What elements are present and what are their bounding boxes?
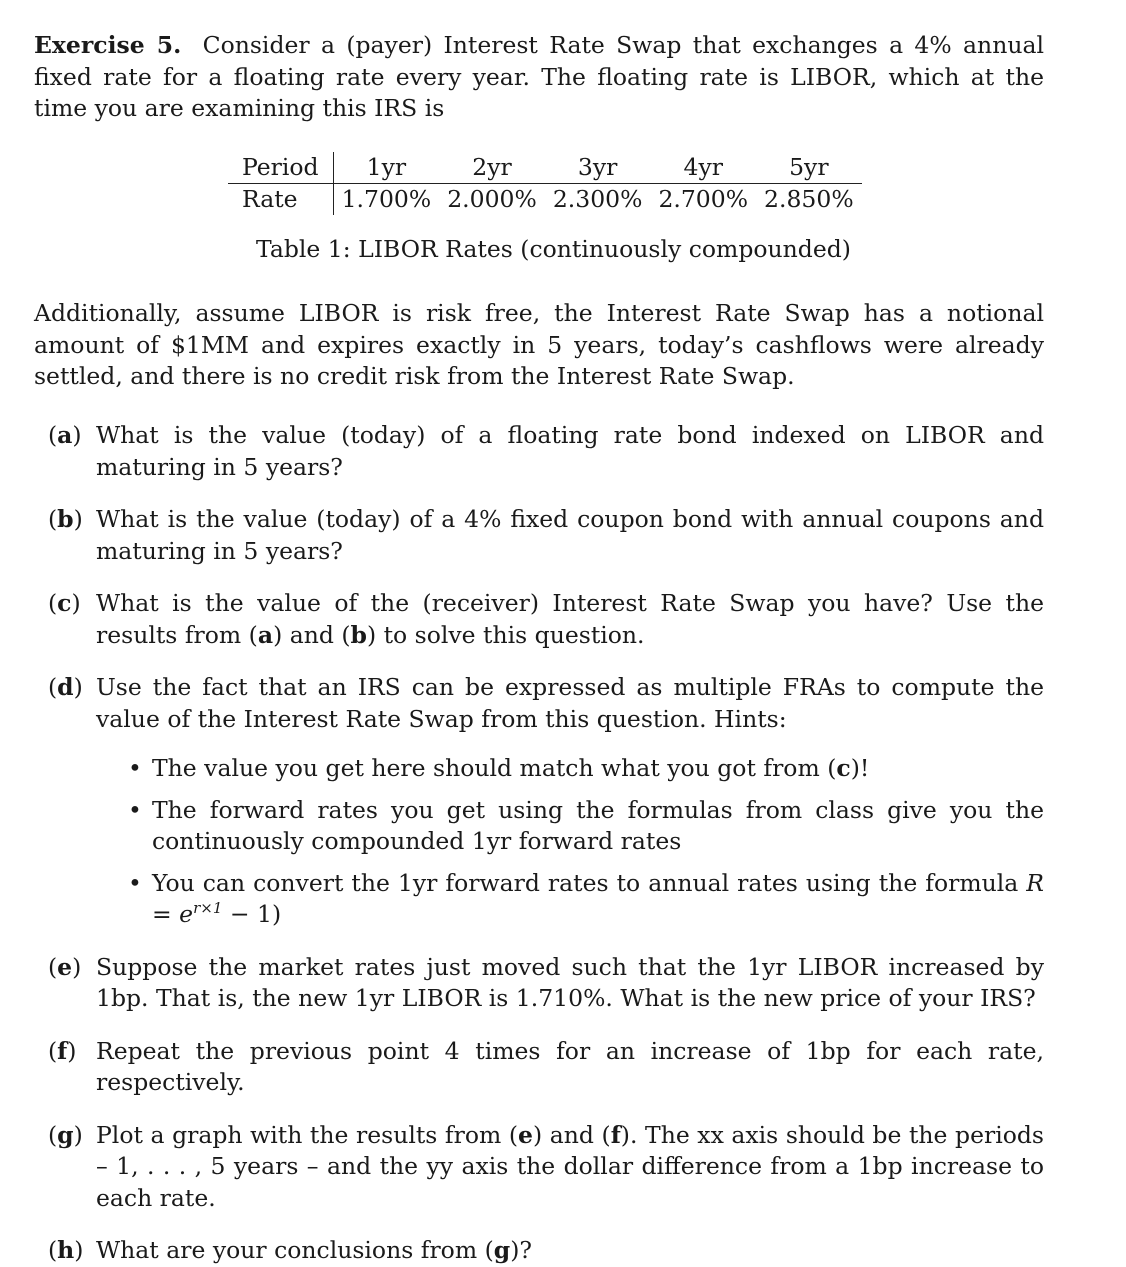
exercise-title: Exercise 5. — [34, 31, 182, 59]
question-item-e — [34, 952, 1044, 1015]
hint-item: • The value you get here should match what you got from (c)! — [96, 753, 1044, 785]
exercise-page — [34, 30, 1044, 1264]
hint-list — [34, 753, 1044, 931]
table-row-rate — [228, 184, 862, 216]
question-item-d — [34, 672, 1044, 735]
question-item-a — [34, 420, 1044, 483]
rate-cell: 2.300% — [552, 185, 643, 213]
question-label: (b) — [48, 505, 83, 533]
table-caption: Table 1: LIBOR Rates (continuously compounded) — [256, 235, 851, 263]
assumptions-paragraph: Additionally, assume LIBOR is risk free, the Interest Rate Swap has a notional amount of $1MM and expires exactly in 5 years, today’s cashflows were already settled, and there is no credit risk from the Interest Rate Swap. — [34, 299, 1044, 390]
question-item-h — [34, 1235, 1044, 1267]
question-label: (h) — [48, 1236, 84, 1264]
bullet-icon: • — [128, 754, 142, 782]
period-cell: 5yr — [756, 152, 862, 184]
rate-cell: 1.700% — [341, 185, 432, 213]
question-text: What are your conclusions from (g)? — [96, 1236, 532, 1264]
rate-cell: 2.850% — [764, 185, 854, 213]
rate-cell: 2.000% — [447, 185, 537, 213]
question-label: (a) — [48, 421, 82, 449]
question-list — [34, 420, 1044, 1267]
bullet-icon: • — [128, 795, 142, 824]
question-label: (f) — [48, 1036, 77, 1065]
hint-item: • The forward rates you get using the formulas from class give you the continuously compounded 1yr forward rates — [128, 795, 1044, 855]
table-row-period — [228, 152, 862, 184]
period-cell: 4yr — [650, 152, 756, 184]
question-text: Suppose the market rates just moved such that the 1yr LIBOR increased by 1bp. That is, the new 1yr LIBOR is 1.710%. What is the new price of your IRS? — [96, 952, 1044, 1012]
question-text: Plot a graph with the results from (e) and (f). The xx axis should be the periods – 1, . . . , 5 years – and the yy axis the dollar difference from a 1bp increase to each rate. — [96, 1120, 1044, 1212]
question-label: (e) — [48, 952, 82, 981]
question-text: Repeat the previous point 4 times for an increase of 1bp for each rate, respectively. — [96, 1036, 1044, 1096]
period-cell: 2yr — [439, 152, 545, 184]
question-text: What is the value of the (receiver) Interest Rate Swap you have? Use the results from (a) and (b) to solve this question. — [96, 589, 1044, 649]
libor-table — [228, 152, 862, 215]
exercise-intro-text: Consider a (payer) Interest Rate Swap that exchanges a 4% annual fixed rate for a floating rate every year. The floating rate is LIBOR, which at the time you are examining this IRS is — [34, 31, 1044, 122]
question-text: What is the value (today) of a 4% fixed coupon bond with annual coupons and maturing in 5 years? — [96, 505, 1044, 565]
row-header-rate: Rate — [228, 184, 333, 216]
question-label: (d) — [48, 673, 83, 701]
row-header-period: Period — [228, 152, 333, 184]
hint-item: • You can convert the 1yr forward rates to annual rates using the formula $R = e^{r\times 1} - 1$) — [128, 868, 1044, 928]
question-item-b — [34, 504, 1044, 567]
bullet-icon: • — [128, 868, 142, 897]
period-cell: 3yr — [545, 152, 651, 184]
question-item-f — [34, 1036, 1044, 1099]
exercise-intro — [34, 30, 1044, 125]
question-item-g — [34, 1120, 1044, 1215]
question-label: (g) — [48, 1120, 83, 1149]
period-cell: 1yr — [333, 152, 439, 184]
question-label: (c) — [48, 589, 81, 617]
question-text: What is the value (today) of a floating rate bond indexed on LIBOR and maturing in 5 years? — [96, 421, 1044, 481]
rate-cell: 2.700% — [658, 185, 749, 213]
question-item-c — [34, 588, 1044, 651]
question-text: Use the fact that an IRS can be expressed as multiple FRAs to compute the value of the Interest Rate Swap from this question. Hints: — [96, 673, 1044, 733]
